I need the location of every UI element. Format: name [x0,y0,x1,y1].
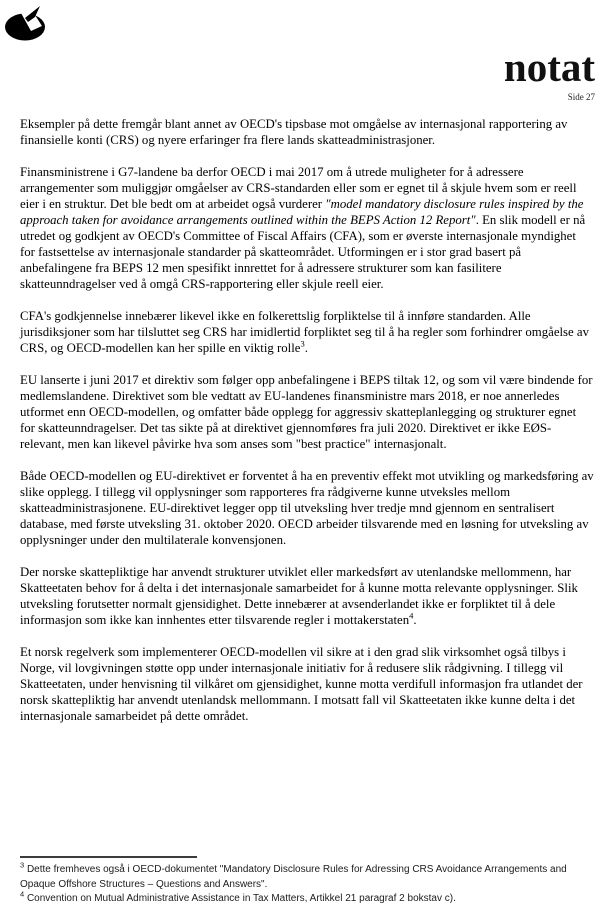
footnote-3-marker: 3 [20,860,25,870]
paragraph-5: Både OECD-modellen og EU-direktivet er forventet å ha en preventiv effekt mot utvikling og markedsføring av slike opplegg. I tillegg vil opplysninger som rapporteres fra rådgiverne kunne utveksles mellom skatteadministrasjonene. EU-direktivet legger opp til utveksling hver tredje mnd gjennom en sentralisert database, med første utveksling 31. oktober 2020. OECD arbeider tilsvarende med en løsning for utveksling av opplysninger under den multilaterale konvensjonen. [20,469,594,547]
footnote-separator [20,856,197,858]
paragraph-4: EU lanserte i juni 2017 et direktiv som følger opp anbefalingene i BEPS tiltak 12, og som vil være bindende for medlemslandene. Direktivet som ble vedtatt av EU-landenes finansministre mars 2018, er noe annerledes utformet enn OECD-modellen, og omfatter både opplegg for aggressiv skatteplanlegging og strukturer egnet for skatteunndragelser. Det tas sikte på at direktivet gjennomføres fra juli 2020. Direktivet er ikke EØS-relevant, men kan likevel påvirke hva som anses som "best practice" internasjonalt. [20,373,593,451]
footnote-3 [20,860,596,892]
paragraph-2-text-cont: . En slik modell er nå utredet og godkjent av OECD's Committee of Fiscal Affairs (CFA), som er øverste internasjonale myndighet for fastsettelse av internasjonale standarder på skatteområdet. Utformingen er i stor grad basert på anbefalingene fra BEPS 12 men spesifikt innrettet for å adressere strukturer som kan fasilitere skatteunndragelser ved å omgå CRS-rapportering eller skjule reell eier. [20,213,586,291]
footnote-3-text: Dette fremheves også i OECD-dokumentet "Mandatory Disclosure Rules for Adressing CRS Avoidance Arrangements and Opaque Offshore Structures – Questions and Answers". [20,864,567,890]
paragraph-3-text: CFA's godkjennelse innebærer likevel ikke en folkerettslig forpliktelse til å innføre standarden. Alle jurisdiksjoner som har tilsluttet seg CRS har imidlertid forpliktet seg til å ha regler som forhindrer omgåelse av CRS, og OECD-modellen kan her spille en viktig rolle [20,309,589,355]
document-body [20,116,594,740]
paragraph-6-text: Der norske skattepliktige har anvendt strukturer utviklet eller markedsført av utenlandske mellommenn, har Skatteetaten behov for å delta i det internasjonale samarbeidet for å kunne motta relevante opplysninger. Slik utveksling forutsetter normalt gjensidighet. Dette innebærer at avsenderlandet ikke er forpliktet til å dele informasjon som ikke kan innhentes etter tilsvarende regler i mottakerstaten [20,565,578,627]
paragraph-6 [20,564,594,628]
skatteetaten-logo-icon [4,4,50,44]
footnote-4 [20,889,596,907]
footnote-4-text: Convention on Mutual Administrative Assistance in Tax Matters, Artikkel 21 paragraf 2 bokstav c). [24,893,456,904]
paragraph-6-period: . [413,613,417,627]
footnote-4-marker: 4 [20,889,25,899]
paragraph-1: Eksempler på dette fremgår blant annet av OECD's tipsbase mot omgåelse av internasjonal rapportering av finansielle konti (CRS) og nyere erfaringer fra flere lands skatteadministrasjoner. [20,117,568,147]
document-title: notat [503,44,595,90]
paragraph-3-period: . [304,341,308,355]
paragraph-3 [20,308,594,356]
footnote-reference-4: 4 [409,610,414,621]
footnotes-section [20,856,596,907]
footnote-reference-3: 3 [300,338,305,349]
logo-graphic [4,4,50,44]
paragraph-7: Et norsk regelverk som implementerer OECD-modellen vil sikre at i den grad slik virksomhet også tilbys i Norge, vil lovgivningen støtte opp under internasjonale initiativ for å redusere slik rådgivning. I tillegg vil Skatteetaten, under henvisning til vilkåret om gjensidighet, kunne motta verdifull informasjon fra utlandet der norsk skattepliktig har anvendt utenlandsk mellommann. I motsatt fall vil Skatteetaten ikke kunne delta i det internasjonale samarbeidet på dette området. [20,645,583,723]
paragraph-2 [20,164,594,292]
page-number: Side 27 [567,92,595,103]
quoted-italic-text: "model mandatory disclosure rules inspired by the approach taken for avoidance arrangements outlined within the BEPS Action 12 Report" [20,197,584,227]
paragraph-2-text: Finansministrene i G7-landene ba derfor OECD i mai 2017 om å utrede muligheter for å adressere arrangementer som muliggjør omgåelser av CRS-standarden eller som er egnet til å skjule hvem som er reell eier i en struktur. Det ble bedt om at arbeidet også vurderer [20,165,577,211]
document-header [504,46,595,102]
